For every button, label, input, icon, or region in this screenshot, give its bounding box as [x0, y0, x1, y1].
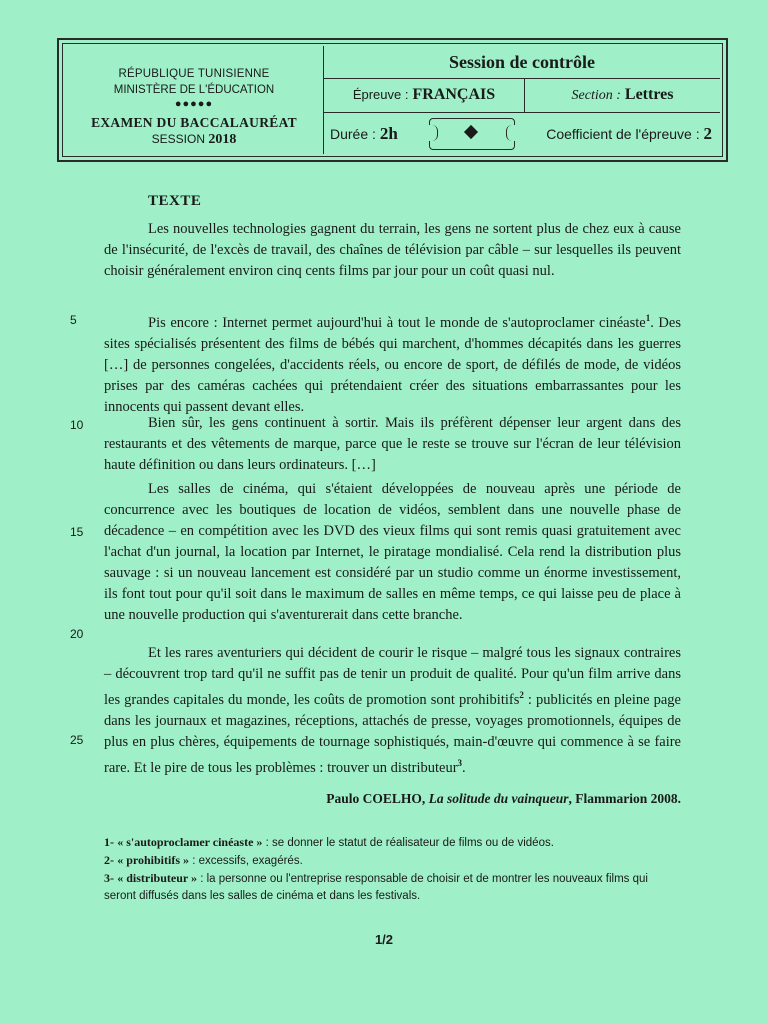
session-year-value: 2018 — [208, 132, 237, 147]
duration-label: Durée : — [330, 126, 376, 142]
paragraph-5 — [104, 643, 681, 779]
session-type: Session de contrôle — [324, 46, 720, 79]
section-cell — [525, 78, 720, 112]
paragraph-4 — [104, 479, 681, 626]
page-number: 1/2 — [374, 932, 394, 947]
duration-value: 2h — [379, 124, 398, 143]
footnote-1 — [104, 834, 681, 852]
epreuve-label: Épreuve : — [352, 87, 409, 102]
session-year — [65, 132, 323, 148]
author-name: Paulo COELHO, — [326, 791, 426, 806]
paragraph-2-text-a: Pis encore : Internet permet aujourd'hui à tout le monde de s'autoproclamer cinéaste — [148, 314, 646, 331]
exam-name: EXAMEN DU BACCALAURÉAT — [91, 115, 297, 130]
paragraph-3 — [104, 413, 681, 476]
section-value: Lettres — [624, 86, 674, 103]
dots-separator: ●●●●● — [174, 98, 214, 110]
footnote-2-num: 2- — [104, 853, 114, 867]
footnote-2 — [104, 852, 681, 870]
footnotes — [104, 834, 681, 905]
coefficient-value: 2 — [703, 124, 712, 143]
footnote-3 — [104, 870, 681, 905]
paragraph-3-text: Bien sûr, les gens continuent à sortir. Mais ils préfèrent dépenser leur argent dans des restaurants et des vêtements de marque, parce que le reste se trouve sur l'écran de leur télévision haute définition ou dans leurs ordinateurs. […] — [104, 415, 681, 473]
paragraph-1-text: Les nouvelles technologies gagnent du terrain, les gens ne sortent plus de chez eux à cause de l'insécurité, de l'excès de travail, des chaînes de télévision par câble – sur lesquelles ils peuvent choisir généralement environ cinq cents films par jour pour un coût quasi nul. — [104, 221, 681, 279]
coefficient — [546, 124, 712, 144]
citation — [326, 791, 681, 807]
paragraph-5-text-c: . — [462, 759, 466, 776]
footnote-1-term: « s'autoproclamer cinéaste » — [117, 835, 263, 849]
footnote-3-term: « distributeur » — [117, 871, 197, 885]
paragraph-4-text: Les salles de cinéma, qui s'étaient développées de nouveau après une période de concurrence avec les boutiques de location de vidéos, semblent dans une nouvelle phase de décadence – en compétition avec les DVD des vieux films qui sont remis quasi gratuitement avec l'achat d'un journal, la location par Internet, le piratage mondialisé. Cela rend la distribution plus sauvage : si un nouveau lancement est considéré par un studio comme un énorme investissement, ils font tout pour qu'il soit dans le maximum de salles en même temps, ce qui laisse peu de place à une nouvelle production qui s'aventurerait dans cette branche. — [104, 481, 681, 623]
exam-header — [57, 38, 728, 162]
diamond-ornament — [429, 118, 515, 150]
exam-info-block — [324, 46, 720, 154]
coefficient-label: Coefficient de l'épreuve : — [546, 126, 700, 142]
diamond-icon — [464, 125, 478, 139]
epreuve-value: FRANÇAIS — [412, 86, 496, 103]
publisher: , Flammarion 2008. — [568, 791, 681, 806]
line-number-25: 25 — [70, 733, 84, 747]
duration — [330, 124, 398, 144]
line-number-10: 10 — [70, 418, 84, 432]
subject-row — [324, 78, 720, 113]
paragraph-2 — [104, 308, 681, 418]
footnote-ref-1: 1 — [645, 313, 651, 323]
footnote-ref-2: 2 — [519, 690, 524, 700]
paragraph-5-text-b: : publicités en pleine page dans les journaux et magazines, réceptions, attachés de presse, voyages promotionnels, équipes de plus en plus chères, équipements de tournage sophistiqués, main-d'œuvre qui commence à se faire rare. Et le pire de tous les problèmes : trouver un distributeur — [104, 691, 681, 776]
paragraph-5-text-a: Et les rares aventuriers qui décident de courir le risque – malgré tous les signaux contraires – découvrent trop tard qu'il ne suffit pas de tenir un produit de qualité. Pour qu'un film arrive dans les grandes capitales du monde, les coûts de promotion sont prohibitifs — [104, 645, 681, 708]
institution-block — [65, 46, 324, 154]
paragraph-1 — [104, 219, 681, 282]
footnote-ref-3: 3 — [457, 757, 463, 768]
book-title: La solitude du vainqueur — [428, 791, 569, 806]
duration-row — [324, 112, 720, 154]
footnote-3-def: : la personne ou l'entreprise responsable de choisir et de montrer les nouveaux films qui seront diffusés dans les salles de cinéma et dans les festivals. — [104, 873, 648, 902]
line-number-20: 20 — [70, 627, 84, 641]
country-name: RÉPUBLIQUE TUNISIENNE — [118, 68, 270, 80]
text-title: TEXTE — [148, 193, 202, 209]
section-label: Section : — [571, 88, 621, 103]
paragraph-2-text-b: . Des sites spécialisés présentent des films de bébés qui marchent, d'hommes décapités dans les guerres […] de personnes congelées, d'accidents réels, ou encore de sport, de défilés de mode, de vidéos prises par des caméras cachées qui prétendaient créer des situations embarrassantes pour les innocents qui passent devant elles. — [104, 314, 681, 415]
epreuve-cell — [324, 78, 525, 112]
footnote-1-def: : se donner le statut de réalisateur de films ou de vidéos. — [262, 837, 554, 849]
ministry-name: MINISTÈRE DE L'ÉDUCATION — [113, 84, 275, 96]
footnote-2-def: : excessifs, exagérés. — [189, 855, 303, 867]
footnote-3-num: 3- — [104, 871, 114, 885]
footnote-1-num: 1- — [104, 835, 114, 849]
line-number-5: 5 — [70, 313, 77, 327]
footnote-2-term: « prohibitifs » — [117, 853, 189, 867]
line-number-15: 15 — [70, 525, 84, 539]
session-label: SESSION — [151, 132, 205, 146]
